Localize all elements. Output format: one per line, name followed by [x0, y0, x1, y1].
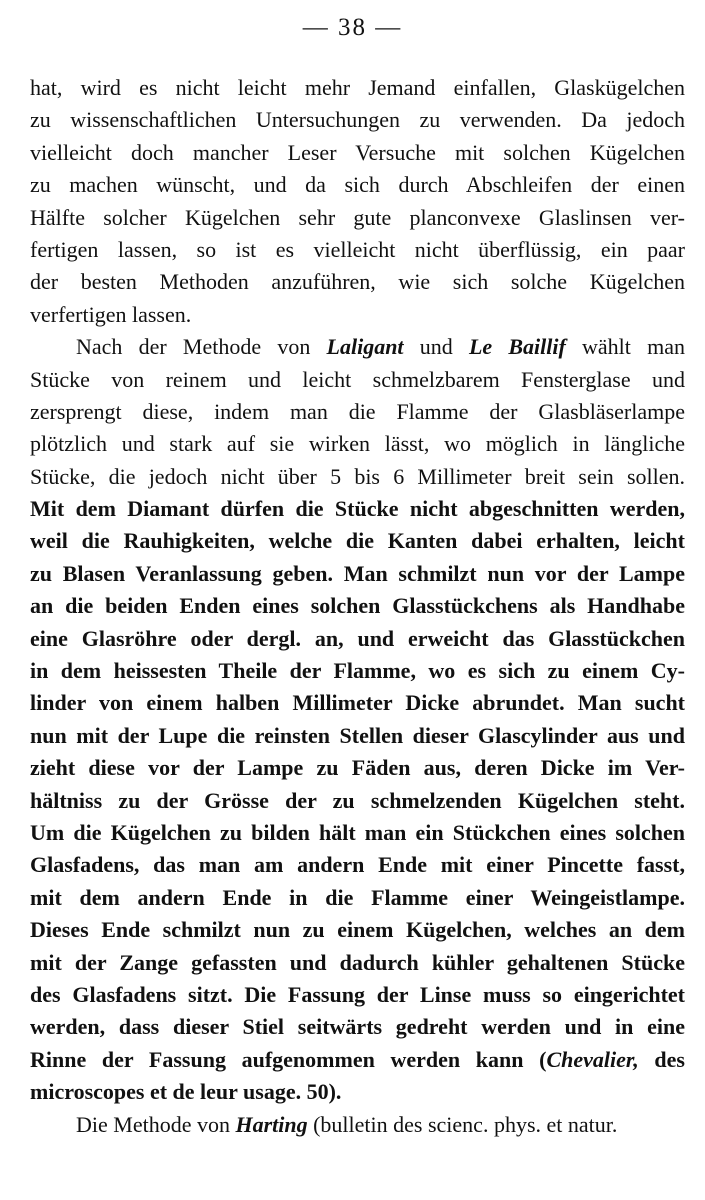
text-run: hat, wird es nicht leicht mehr Jemand einfallen, Glaskügelchen	[30, 75, 685, 100]
text-run: und	[403, 334, 469, 360]
text-run: des Glasfadens sitzt. Die Fassung der Linse muss so eingerichtet	[30, 981, 685, 1007]
text-run: Mit dem Diamant dürfen die Stücke nicht abgeschnitten werden,	[30, 496, 685, 522]
text-line	[30, 687, 685, 719]
text-line	[30, 914, 685, 946]
text-line	[30, 234, 685, 266]
paragraph	[30, 331, 685, 1108]
text-run: zu machen wünscht, und da sich durch Abschleifen der einen	[30, 172, 685, 198]
text-run: zersprengt diese, indem man die Flamme der Glasbläserlampe	[30, 398, 685, 424]
text-run: wählt man	[565, 334, 685, 360]
text-line	[30, 720, 685, 752]
italic-name: Chevalier,	[546, 1046, 639, 1072]
text-run: plötzlich und stark auf sie wirken lässt, wo möglich in längliche	[30, 431, 685, 457]
text-line	[30, 1076, 685, 1108]
text-run: fertigen lassen, so ist es vielleicht nicht überflüssig, ein paar	[30, 236, 685, 262]
text-line	[30, 266, 685, 298]
text-run: hältniss zu der Grösse der zu schmelzenden Kügelchen steht.	[30, 787, 685, 813]
page-number: — 38 —	[302, 14, 403, 41]
text-run: linder von einem halben Millimeter Dicke abrundet. Man sucht	[30, 690, 685, 716]
paragraph	[30, 72, 685, 331]
text-run: verfertigen lassen.	[30, 301, 192, 327]
text-line	[30, 299, 685, 331]
text-line	[30, 752, 685, 784]
text-run: der besten Methoden anzuführen, wie sich solche Kügelchen	[30, 269, 685, 295]
text-line	[30, 655, 685, 687]
text-run: microscopes et de leur usage. 50).	[30, 1079, 342, 1105]
text-line	[30, 1011, 685, 1043]
text-line	[30, 461, 685, 493]
text-run: an die beiden Enden eines solchen Glasstückchens als Handhabe	[30, 593, 685, 619]
text-run: vielleicht doch mancher Leser Versuche mit solchen Kügelchen	[30, 139, 685, 165]
text-line	[30, 817, 685, 849]
text-line	[30, 428, 685, 460]
text-line	[30, 590, 685, 622]
text-run: des	[638, 1046, 685, 1072]
text-line	[30, 331, 685, 363]
text-run: Glasfadens, das man am andern Ende mit einer Pincette fasst,	[30, 852, 685, 878]
text-line	[30, 104, 685, 136]
text-line	[30, 72, 685, 104]
text-run: nun mit der Lupe die reinsten Stellen dieser Glascylinder aus und	[30, 722, 685, 748]
text-run: eine Glasröhre oder dergl. an, und erweicht das Glasstückchen	[30, 625, 685, 651]
text-line	[30, 525, 685, 557]
text-run: zu Blasen Veranlassung geben. Man schmilzt nun vor der Lampe	[30, 560, 685, 586]
text-run: Um die Kügelchen zu bilden hält man ein Stückchen eines solchen	[30, 819, 685, 845]
text-run: Dieses Ende schmilzt nun zu einem Kügelchen, welches an dem	[30, 917, 685, 943]
text-run: werden, dass dieser Stiel seitwärts gedreht werden und in eine	[30, 1014, 685, 1040]
text-line	[30, 623, 685, 655]
body-text	[30, 72, 685, 1141]
text-run: Hälfte solcher Kügelchen sehr gute planconvexe Glaslinsen ver-	[30, 204, 685, 230]
text-line	[30, 169, 685, 201]
text-line	[30, 849, 685, 881]
text-line	[30, 558, 685, 590]
text-line	[30, 882, 685, 914]
text-run: zieht diese vor der Lampe zu Fäden aus, deren Dicke im Ver-	[30, 755, 685, 781]
text-run: mit dem andern Ende in die Flamme einer Weingeistlampe.	[30, 884, 685, 910]
text-run: weil die Rauhigkeiten, welche die Kanten dabei erhalten, leicht	[30, 528, 685, 554]
text-line	[30, 1044, 685, 1076]
italic-name: Le Baillif	[468, 334, 566, 360]
text-run: (bulletin des scienc. phys. et natur.	[307, 1111, 618, 1137]
italic-name: Harting	[235, 1111, 308, 1137]
text-run: zu wissenschaftlichen Untersuchungen zu verwenden. Da jedoch	[30, 107, 685, 133]
text-run: in dem heissesten Theile der Flamme, wo es sich zu einem Cy-	[30, 658, 685, 684]
paragraph	[30, 1109, 685, 1141]
text-run: Rinne der Fassung aufgenommen werden kann (	[30, 1046, 547, 1072]
text-line	[30, 137, 685, 169]
text-line	[30, 364, 685, 396]
text-line	[30, 202, 685, 234]
text-line	[30, 785, 685, 817]
text-run: mit der Zange gefassten und dadurch kühler gehaltenen Stücke	[30, 949, 685, 975]
italic-name: Laligant	[326, 334, 404, 360]
text-line	[30, 947, 685, 979]
text-line	[30, 1109, 685, 1141]
text-line	[30, 493, 685, 525]
text-run: Stücke, die jedoch nicht über 5 bis 6 Millimeter breit sein sollen.	[30, 463, 685, 489]
text-line	[30, 979, 685, 1011]
text-run: Die Methode von	[76, 1111, 236, 1137]
text-line	[30, 396, 685, 428]
text-run: Nach der Methode von	[76, 334, 327, 360]
text-run: Stücke von reinem und leicht schmelzbarem Fensterglase und	[30, 366, 685, 392]
